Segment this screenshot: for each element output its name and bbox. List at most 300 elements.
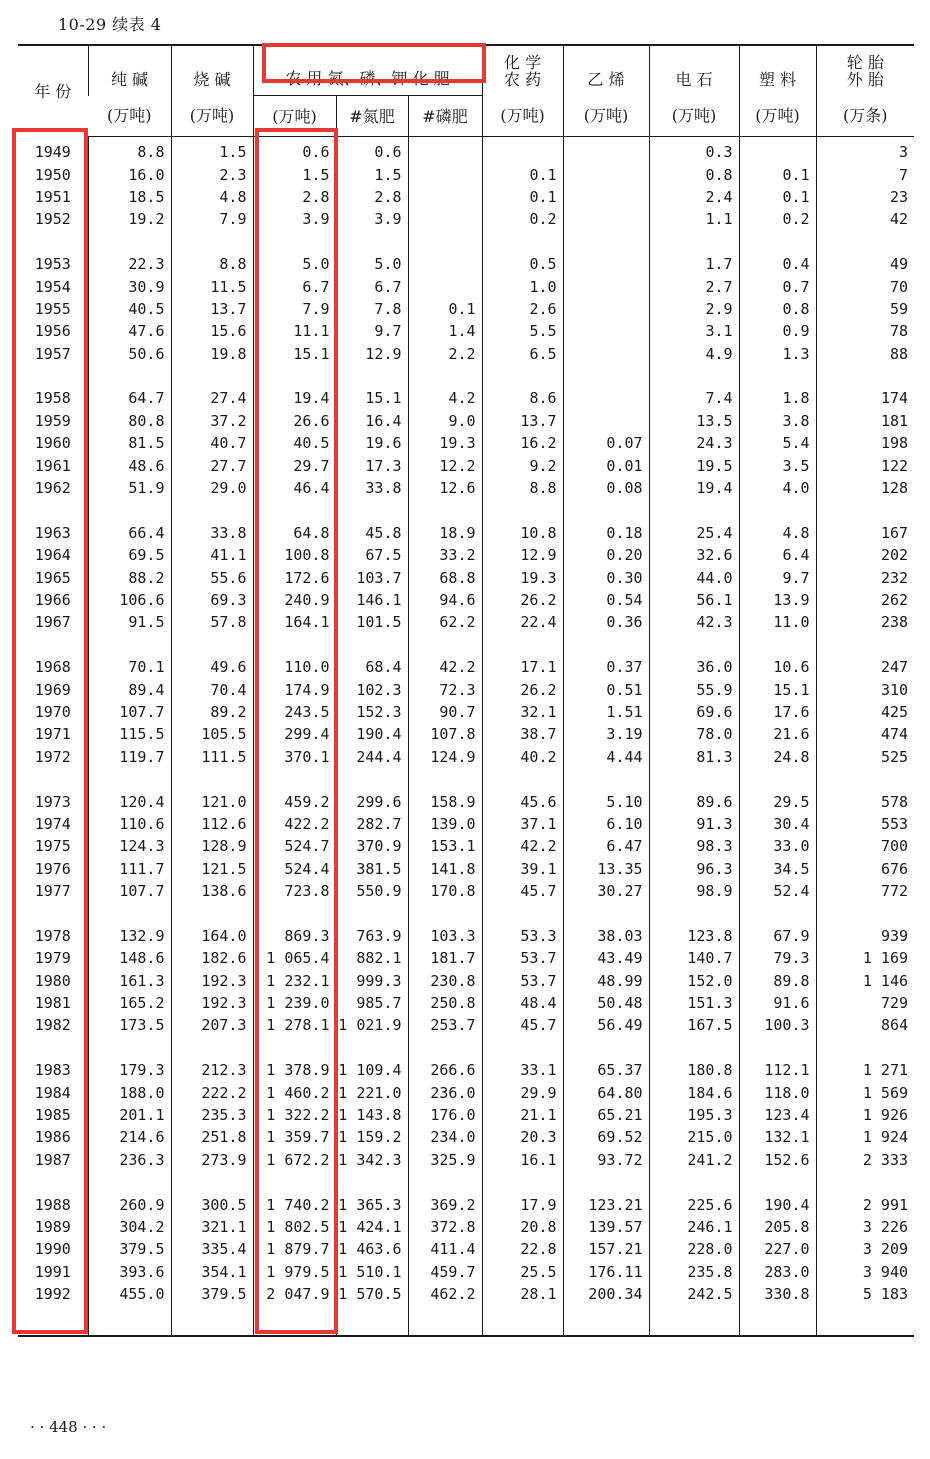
cell-phosphate: 42.2 — [408, 656, 482, 678]
group-spacer — [18, 365, 914, 387]
cell-soda-ash: 22.3 — [88, 253, 171, 275]
cell-tires: 553 — [816, 813, 914, 835]
spacer-cell — [816, 1171, 914, 1193]
cell-soda-ash: 80.8 — [88, 410, 171, 432]
cell-nitrogen: 1 109.4 — [336, 1059, 408, 1081]
cell-fertilizer: 240.9 — [253, 589, 336, 611]
cell-nitrogen: 3.9 — [336, 208, 408, 230]
cell-calcium-carbide: 180.8 — [649, 1059, 739, 1081]
cell-year: 1951 — [34, 187, 71, 206]
cell-phosphate: 141.8 — [408, 858, 482, 880]
cell-plastics: 123.4 — [739, 1104, 816, 1126]
table-row — [18, 253, 914, 275]
cell-ethylene — [563, 410, 649, 432]
cell-pesticide: 25.5 — [482, 1261, 563, 1283]
spacer-cell — [563, 634, 649, 656]
cell-plastics: 10.6 — [739, 656, 816, 678]
spacer-cell — [563, 365, 649, 387]
cell-pesticide: 38.7 — [482, 723, 563, 745]
cell-nitrogen: 6.7 — [336, 275, 408, 297]
table-row — [18, 566, 914, 588]
cell-year: 1990 — [34, 1240, 71, 1259]
cell-year: 1984 — [34, 1083, 71, 1102]
cell-phosphate: 12.2 — [408, 454, 482, 476]
cell-phosphate: 325.9 — [408, 1149, 482, 1171]
spacer-cell — [408, 1171, 482, 1193]
cell-ethylene: 38.03 — [563, 925, 649, 947]
header-tires-line2: 外 胎 — [846, 69, 884, 89]
spacer-cell — [816, 768, 914, 790]
spacer-cell — [253, 634, 336, 656]
cell-nitrogen: 282.7 — [336, 813, 408, 835]
cell-plastics: 30.4 — [739, 813, 816, 835]
header-tires — [816, 45, 914, 96]
filler-cell — [408, 1305, 482, 1336]
spacer-cell — [482, 499, 563, 521]
spacer-cell — [408, 1037, 482, 1059]
cell-nitrogen: 68.4 — [336, 656, 408, 678]
cell-ethylene: 0.37 — [563, 656, 649, 678]
header-pesticide-line1: 化 学 — [503, 52, 542, 72]
cell-caustic-soda: 7.9 — [171, 208, 253, 230]
filler-cell — [563, 1305, 649, 1336]
cell-tires: 772 — [816, 880, 914, 902]
cell-phosphate: 94.6 — [408, 589, 482, 611]
cell-fertilizer: 1 460.2 — [253, 1081, 336, 1103]
cell-soda-ash: 165.2 — [88, 992, 171, 1014]
cell-nitrogen: 299.6 — [336, 790, 408, 812]
cell-tires: 128 — [816, 477, 914, 499]
spacer-cell — [18, 768, 88, 790]
filler-cell — [482, 1305, 563, 1336]
cell-year: 1989 — [34, 1217, 71, 1236]
cell-fertilizer: 46.4 — [253, 477, 336, 499]
cell-plastics: 152.6 — [739, 1149, 816, 1171]
cell-plastics: 67.9 — [739, 925, 816, 947]
cell-tires: 5 183 — [816, 1283, 914, 1305]
cell-caustic-soda: 11.5 — [171, 275, 253, 297]
cell-fertilizer: 1 979.5 — [253, 1261, 336, 1283]
cell-ethylene: 0.54 — [563, 589, 649, 611]
cell-caustic-soda: 105.5 — [171, 723, 253, 745]
header-plastics: 塑 料 — [739, 45, 816, 96]
cell-pesticide: 21.1 — [482, 1104, 563, 1126]
cell-tires: 2 991 — [816, 1193, 914, 1215]
cell-calcium-carbide: 140.7 — [649, 947, 739, 969]
spacer-cell — [739, 1171, 816, 1193]
cell-tires: 122 — [816, 454, 914, 476]
cell-pesticide — [482, 137, 563, 164]
cell-ethylene: 93.72 — [563, 1149, 649, 1171]
cell-plastics: 0.1 — [739, 163, 816, 185]
cell-caustic-soda: 182.6 — [171, 947, 253, 969]
cell-ethylene: 3.19 — [563, 723, 649, 745]
cell-caustic-soda: 212.3 — [171, 1059, 253, 1081]
cell-pesticide: 29.9 — [482, 1081, 563, 1103]
cell-caustic-soda: 121.5 — [171, 858, 253, 880]
cell-phosphate: 139.0 — [408, 813, 482, 835]
spacer-cell — [649, 634, 739, 656]
spacer-cell — [816, 231, 914, 253]
cell-plastics: 79.3 — [739, 947, 816, 969]
table-row — [18, 678, 914, 700]
cell-phosphate: 176.0 — [408, 1104, 482, 1126]
cell-pesticide: 8.8 — [482, 477, 563, 499]
cell-ethylene: 4.44 — [563, 746, 649, 768]
cell-nitrogen: 102.3 — [336, 678, 408, 700]
cell-caustic-soda: 89.2 — [171, 701, 253, 723]
cell-tires: 78 — [816, 320, 914, 342]
cell-nitrogen: 1.5 — [336, 163, 408, 185]
cell-year: 1981 — [34, 994, 71, 1013]
cell-plastics: 227.0 — [739, 1238, 816, 1260]
cell-ethylene: 0.51 — [563, 678, 649, 700]
cell-phosphate: 234.0 — [408, 1126, 482, 1148]
table-row — [18, 656, 914, 678]
spacer-cell — [563, 902, 649, 924]
cell-soda-ash: 201.1 — [88, 1104, 171, 1126]
cell-pesticide: 20.3 — [482, 1126, 563, 1148]
filler-cell — [816, 1305, 914, 1336]
cell-soda-ash: 115.5 — [88, 723, 171, 745]
spacer-cell — [171, 231, 253, 253]
cell-phosphate: 462.2 — [408, 1283, 482, 1305]
spacer-cell — [336, 365, 408, 387]
filler-cell — [739, 1305, 816, 1336]
table-row — [18, 835, 914, 857]
cell-calcium-carbide: 215.0 — [649, 1126, 739, 1148]
cell-phosphate: 369.2 — [408, 1193, 482, 1215]
cell-caustic-soda: 70.4 — [171, 678, 253, 700]
cell-plastics: 132.1 — [739, 1126, 816, 1148]
cell-soda-ash: 148.6 — [88, 947, 171, 969]
cell-year: 1970 — [34, 702, 71, 721]
cell-year: 1953 — [34, 255, 71, 274]
spacer-cell — [171, 1171, 253, 1193]
cell-fertilizer: 110.0 — [253, 656, 336, 678]
table-row — [18, 701, 914, 723]
cell-ethylene: 6.47 — [563, 835, 649, 857]
cell-nitrogen: 550.9 — [336, 880, 408, 902]
cell-nitrogen: 152.3 — [336, 701, 408, 723]
cell-caustic-soda: 192.3 — [171, 992, 253, 1014]
cell-phosphate: 181.7 — [408, 947, 482, 969]
cell-ethylene: 0.20 — [563, 544, 649, 566]
cell-plastics: 0.7 — [739, 275, 816, 297]
cell-phosphate: 230.8 — [408, 969, 482, 991]
cell-soda-ash: 107.7 — [88, 880, 171, 902]
cell-pesticide: 42.2 — [482, 835, 563, 857]
cell-fertilizer: 2.8 — [253, 186, 336, 208]
table-row — [18, 880, 914, 902]
cell-nitrogen: 9.7 — [336, 320, 408, 342]
cell-nitrogen: 1 021.9 — [336, 1014, 408, 1036]
cell-soda-ash: 18.5 — [88, 186, 171, 208]
cell-tires: 3 209 — [816, 1238, 914, 1260]
cell-phosphate: 103.3 — [408, 925, 482, 947]
cell-ethylene: 0.01 — [563, 454, 649, 476]
cell-caustic-soda: 273.9 — [171, 1149, 253, 1171]
spacer-cell — [171, 634, 253, 656]
cell-fertilizer: 524.4 — [253, 858, 336, 880]
cell-soda-ash: 124.3 — [88, 835, 171, 857]
cell-plastics: 91.6 — [739, 992, 816, 1014]
cell-fertilizer: 459.2 — [253, 790, 336, 812]
cell-caustic-soda: 354.1 — [171, 1261, 253, 1283]
cell-tires: 1 146 — [816, 969, 914, 991]
cell-soda-ash: 179.3 — [88, 1059, 171, 1081]
cell-year: 1968 — [34, 658, 71, 677]
spacer-cell — [336, 902, 408, 924]
cell-nitrogen: 15.1 — [336, 387, 408, 409]
cell-phosphate: 62.2 — [408, 611, 482, 633]
cell-fertilizer: 2 047.9 — [253, 1283, 336, 1305]
unit-caustic-soda: (万吨) — [171, 96, 253, 137]
table-row — [18, 343, 914, 365]
cell-soda-ash: 81.5 — [88, 432, 171, 454]
cell-nitrogen: 1 570.5 — [336, 1283, 408, 1305]
cell-nitrogen: 1 221.0 — [336, 1081, 408, 1103]
spacer-cell — [816, 634, 914, 656]
spacer-cell — [253, 365, 336, 387]
spacer-cell — [408, 365, 482, 387]
cell-phosphate: 19.3 — [408, 432, 482, 454]
cell-tires: 2 333 — [816, 1149, 914, 1171]
cell-year: 1962 — [34, 479, 71, 498]
cell-caustic-soda: 121.0 — [171, 790, 253, 812]
table-row — [18, 723, 914, 745]
cell-caustic-soda: 29.0 — [171, 477, 253, 499]
cell-plastics: 11.0 — [739, 611, 816, 633]
cell-nitrogen: 7.8 — [336, 298, 408, 320]
cell-pesticide: 39.1 — [482, 858, 563, 880]
cell-ethylene — [563, 163, 649, 185]
cell-tires: 578 — [816, 790, 914, 812]
group-spacer — [18, 1171, 914, 1193]
cell-ethylene: 176.11 — [563, 1261, 649, 1283]
spacer-cell — [171, 365, 253, 387]
cell-plastics: 13.9 — [739, 589, 816, 611]
table-row — [18, 208, 914, 230]
cell-calcium-carbide: 42.3 — [649, 611, 739, 633]
cell-ethylene: 64.80 — [563, 1081, 649, 1103]
cell-plastics: 4.8 — [739, 522, 816, 544]
cell-phosphate — [408, 208, 482, 230]
table-row — [18, 589, 914, 611]
cell-calcium-carbide: 0.8 — [649, 163, 739, 185]
cell-year: 1982 — [34, 1016, 71, 1035]
cell-plastics: 0.2 — [739, 208, 816, 230]
spacer-cell — [336, 1171, 408, 1193]
cell-fertilizer: 11.1 — [253, 320, 336, 342]
cell-caustic-soda: 138.6 — [171, 880, 253, 902]
cell-pesticide: 28.1 — [482, 1283, 563, 1305]
cell-soda-ash: 119.7 — [88, 746, 171, 768]
cell-phosphate: 250.8 — [408, 992, 482, 1014]
cell-plastics: 330.8 — [739, 1283, 816, 1305]
spacer-cell — [739, 1037, 816, 1059]
cell-pesticide: 53.7 — [482, 947, 563, 969]
cell-year: 1991 — [34, 1262, 71, 1281]
cell-nitrogen: 146.1 — [336, 589, 408, 611]
cell-pesticide: 53.7 — [482, 969, 563, 991]
cell-year: 1979 — [34, 949, 71, 968]
cell-plastics: 118.0 — [739, 1081, 816, 1103]
table-row — [18, 1261, 914, 1283]
table-row — [18, 1216, 914, 1238]
cell-plastics: 0.9 — [739, 320, 816, 342]
cell-fertilizer: 1 740.2 — [253, 1193, 336, 1215]
filler-cell — [171, 1305, 253, 1336]
cell-caustic-soda: 55.6 — [171, 566, 253, 588]
table-row — [18, 1081, 914, 1103]
cell-tires: 3 226 — [816, 1216, 914, 1238]
cell-tires: 7 — [816, 163, 914, 185]
cell-phosphate — [408, 186, 482, 208]
spacer-cell — [88, 231, 171, 253]
spacer-cell — [739, 634, 816, 656]
cell-nitrogen: 101.5 — [336, 611, 408, 633]
cell-nitrogen: 1 365.3 — [336, 1193, 408, 1215]
cell-pesticide: 12.9 — [482, 544, 563, 566]
cell-plastics: 1.3 — [739, 343, 816, 365]
cell-fertilizer: 0.6 — [253, 137, 336, 164]
unit-ethylene: (万吨) — [563, 96, 649, 137]
spacer-cell — [816, 499, 914, 521]
cell-fertilizer: 524.7 — [253, 835, 336, 857]
spacer-cell — [408, 902, 482, 924]
cell-pesticide: 45.6 — [482, 790, 563, 812]
cell-caustic-soda: 27.7 — [171, 454, 253, 476]
table-row — [18, 1104, 914, 1126]
group-spacer — [18, 499, 914, 521]
cell-fertilizer: 5.0 — [253, 253, 336, 275]
cell-plastics: 4.0 — [739, 477, 816, 499]
cell-tires: 1 569 — [816, 1081, 914, 1103]
cell-pesticide: 40.2 — [482, 746, 563, 768]
spacer-cell — [171, 768, 253, 790]
table-row — [18, 813, 914, 835]
spacer-cell — [408, 634, 482, 656]
cell-tires: 3 — [816, 137, 914, 164]
cell-pesticide: 0.1 — [482, 163, 563, 185]
cell-plastics: 5.4 — [739, 432, 816, 454]
cell-calcium-carbide: 25.4 — [649, 522, 739, 544]
cell-caustic-soda: 164.0 — [171, 925, 253, 947]
cell-ethylene: 157.21 — [563, 1238, 649, 1260]
cell-calcium-carbide: 167.5 — [649, 1014, 739, 1036]
cell-calcium-carbide: 44.0 — [649, 566, 739, 588]
cell-year: 1965 — [34, 568, 71, 587]
cell-ethylene — [563, 208, 649, 230]
cell-pesticide: 16.1 — [482, 1149, 563, 1171]
cell-pesticide: 16.2 — [482, 432, 563, 454]
cell-calcium-carbide: 225.6 — [649, 1193, 739, 1215]
cell-fertilizer: 723.8 — [253, 880, 336, 902]
cell-year: 1973 — [34, 792, 71, 811]
cell-calcium-carbide: 2.7 — [649, 275, 739, 297]
table-row — [18, 858, 914, 880]
cell-plastics: 1.8 — [739, 387, 816, 409]
cell-caustic-soda: 4.8 — [171, 186, 253, 208]
cell-fertilizer: 1.5 — [253, 163, 336, 185]
spacer-cell — [739, 365, 816, 387]
unit-fertilizer: (万吨) — [253, 96, 336, 137]
cell-soda-ash: 70.1 — [88, 656, 171, 678]
spacer-cell — [336, 634, 408, 656]
cell-ethylene — [563, 275, 649, 297]
cell-calcium-carbide: 36.0 — [649, 656, 739, 678]
cell-year: 1961 — [34, 456, 71, 475]
header-year: 年 份 — [18, 45, 88, 137]
cell-calcium-carbide: 56.1 — [649, 589, 739, 611]
cell-year: 1950 — [34, 165, 71, 184]
spacer-cell — [408, 499, 482, 521]
cell-soda-ash: 161.3 — [88, 969, 171, 991]
cell-phosphate: 253.7 — [408, 1014, 482, 1036]
group-spacer — [18, 768, 914, 790]
cell-calcium-carbide: 0.3 — [649, 137, 739, 164]
cell-nitrogen: 16.4 — [336, 410, 408, 432]
table-row — [18, 746, 914, 768]
cell-ethylene: 69.52 — [563, 1126, 649, 1148]
cell-calcium-carbide: 228.0 — [649, 1238, 739, 1260]
spacer-cell — [253, 768, 336, 790]
cell-pesticide: 22.8 — [482, 1238, 563, 1260]
cell-ethylene: 0.07 — [563, 432, 649, 454]
cell-pesticide: 5.5 — [482, 320, 563, 342]
cell-nitrogen: 0.6 — [336, 137, 408, 164]
spacer-cell — [739, 231, 816, 253]
spacer-cell — [482, 634, 563, 656]
cell-fertilizer: 100.8 — [253, 544, 336, 566]
cell-tires: 238 — [816, 611, 914, 633]
cell-calcium-carbide: 98.9 — [649, 880, 739, 902]
cell-caustic-soda: 251.8 — [171, 1126, 253, 1148]
cell-caustic-soda: 41.1 — [171, 544, 253, 566]
header-fertilizer: 农 用 氮、磷、钾 化 肥 — [253, 45, 482, 96]
filler-cell — [18, 1305, 88, 1336]
cell-pesticide: 32.1 — [482, 701, 563, 723]
cell-tires: 939 — [816, 925, 914, 947]
cell-nitrogen: 1 463.6 — [336, 1238, 408, 1260]
spacer-cell — [18, 634, 88, 656]
cell-fertilizer: 19.4 — [253, 387, 336, 409]
cell-plastics: 17.6 — [739, 701, 816, 723]
cell-tires: 167 — [816, 522, 914, 544]
cell-plastics: 21.6 — [739, 723, 816, 745]
cell-soda-ash: 132.9 — [88, 925, 171, 947]
cell-plastics: 3.8 — [739, 410, 816, 432]
spacer-cell — [336, 1037, 408, 1059]
cell-pesticide: 33.1 — [482, 1059, 563, 1081]
cell-plastics: 190.4 — [739, 1193, 816, 1215]
cell-fertilizer: 64.8 — [253, 522, 336, 544]
cell-calcium-carbide: 1.1 — [649, 208, 739, 230]
cell-plastics: 3.5 — [739, 454, 816, 476]
cell-caustic-soda: 379.5 — [171, 1283, 253, 1305]
cell-soda-ash: 173.5 — [88, 1014, 171, 1036]
cell-soda-ash: 69.5 — [88, 544, 171, 566]
cell-ethylene: 0.18 — [563, 522, 649, 544]
cell-fertilizer: 174.9 — [253, 678, 336, 700]
cell-phosphate: 266.6 — [408, 1059, 482, 1081]
group-spacer — [18, 1037, 914, 1059]
spacer-cell — [816, 1037, 914, 1059]
cell-phosphate — [408, 253, 482, 275]
cell-pesticide: 22.4 — [482, 611, 563, 633]
cell-soda-ash: 379.5 — [88, 1238, 171, 1260]
